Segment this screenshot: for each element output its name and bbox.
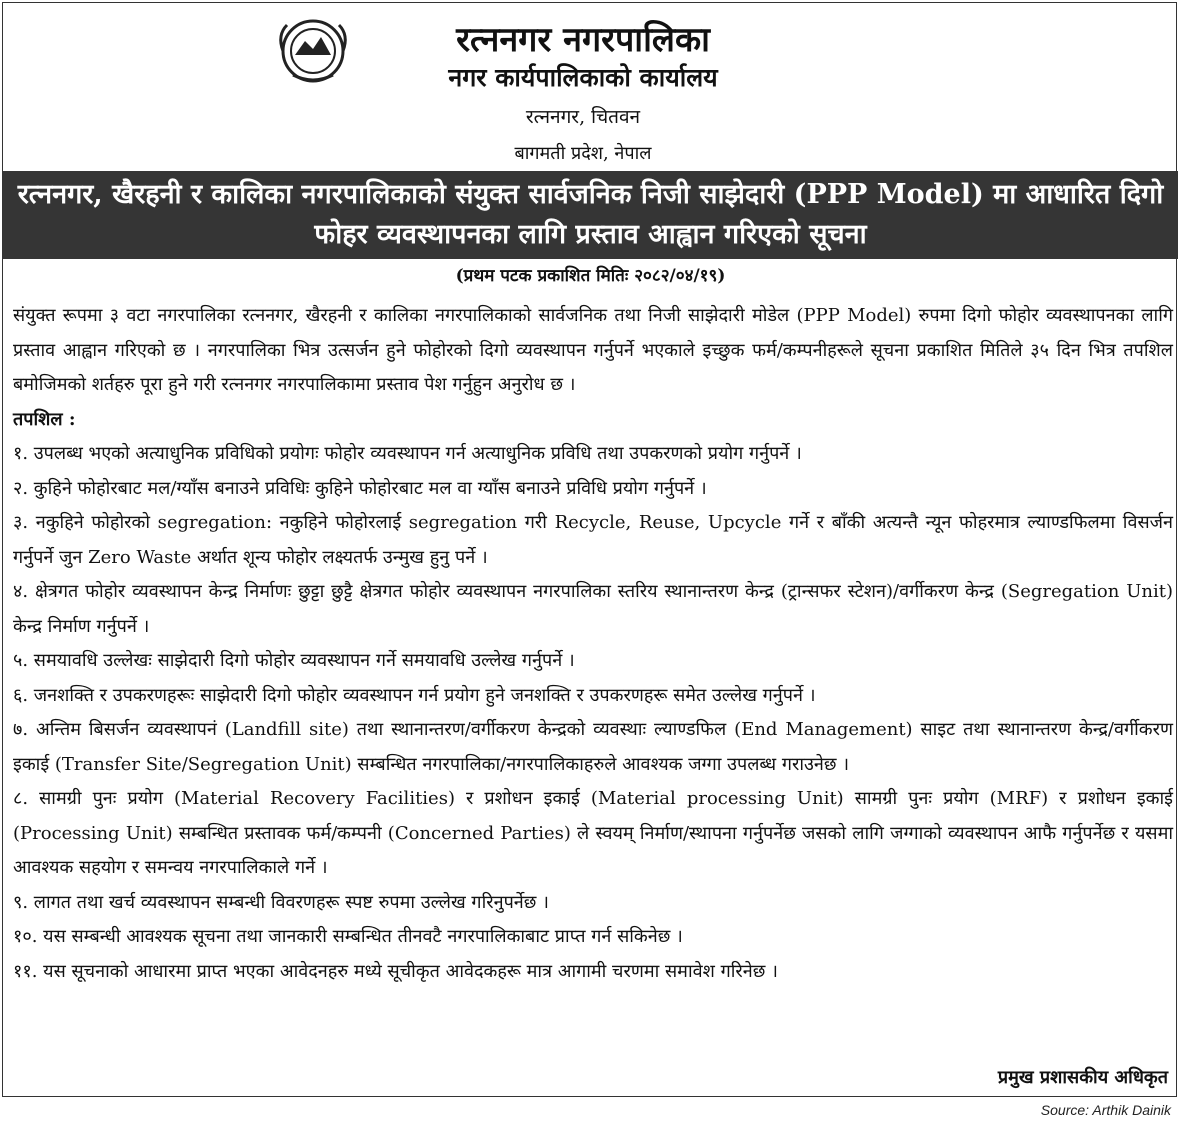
list-item: ११. यस सूचनाको आधारमा प्राप्त भएका आवेदनहरु मध्ये सूचीकृत आवेदकहरू मात्र आगामी चरणमा समावेश गरिनेछ । bbox=[13, 960, 778, 982]
notice-body bbox=[13, 299, 1173, 989]
list-item: ३. नकुहिने फोहोरको segregation: नकुहिने फोहोरलाई segregation गरी Recycle, Reuse, Upcycle गर्ने र बाँकी अत्यन्तै न्यून फोहरमात्र ल्याण्डफिलमा विसर्जन गर्नुपर्ने जुन Zero Waste अर्थात शून्य फोहोर लक्ष्यतर्फ उन्मुख हुनु पर्ने । bbox=[13, 512, 1173, 568]
office-location: रत्ननगर, चितवन bbox=[525, 106, 641, 128]
list-item: ७. अन्तिम बिसर्जन व्यवस्थापनं (Landfill site) तथा स्थानान्तरण/वर्गीकरण केन्द्रको व्यवस्थाः ल्याण्डफिल (End Management) साइट तथा स्थानान्तरण केन्द्र/वर्गीकरण इकाई (Transfer Site/Segregation Unit) सम्बन्धित नगरपालिका/नगरपालिकाहरुले आवश्यक जग्गा उपलब्ध गराउनेछ । bbox=[13, 719, 1173, 775]
list-item: ५. समयावधि उल्लेखः साझेदारी दिगो फोहोर व्यवस्थापन गर्ने समयावधि उल्लेख गर्नुपर्ने । bbox=[13, 650, 575, 671]
nepal-emblem-icon bbox=[273, 15, 353, 87]
notice-title: रत्ननगर, खैरहनी र कालिका नगरपालिकाको संयुक्त सार्वजनिक निजी साझेदारी (PPP Model) मा आधारित दिगो फोहर व्यवस्थापनका लागि प्रस्ताव आह्वान गरिएको सूचना bbox=[3, 171, 1178, 259]
office-province: बागमती प्रदेश, नेपाल bbox=[514, 143, 652, 164]
list-item: १. उपलब्ध भएको अत्याधुनिक प्रविधिको प्रयोगः फोहोर व्यवस्थापन गर्न अत्याधुनिक प्रविधि तथा उपकरणको प्रयोग गर्नुपर्ने । bbox=[13, 443, 802, 464]
list-item: ६. जनशक्ति र उपकरणहरूः साझेदारी दिगो फोहोर व्यवस्थापन गर्न प्रयोग हुने जनशक्ति र उपकरणहरू समेत उल्लेख गर्नुपर्ने । bbox=[13, 684, 816, 706]
signature: प्रमुख प्रशासकीय अधिकृत bbox=[997, 1067, 1168, 1088]
list-item: ४. क्षेत्रगत फोहोर व्यवस्थापन केन्द्र निर्माणः छुट्टा छुट्टै क्षेत्रगत फोहोर व्यवस्थापन नगरपालिका स्तरिय स्थानान्तरण केन्द्र (ट्रान्सफर स्टेशन)/वर्गीकरण केन्द्र (Segregation Unit) केन्द्र निर्माण गर्नुपर्ने । bbox=[13, 581, 1173, 637]
notice-header bbox=[3, 3, 1178, 169]
intro-paragraph: संयुक्त रूपमा ३ वटा नगरपालिका रत्ननगर, खैरहनी र कालिका नगरपालिकाको सार्वजनिक तथा निजी साझेदारी मोडेल (PPP Model) रुपमा दिगो फोहोर व्यवस्थापनका लागि प्रस्ताव आह्वान गरिएको छ । नगरपालिका भित्र उत्सर्जन हुने फोहोरको दिगो व्यवस्थापन गर्नुपर्ने भएकाले इच्छुक फर्म/कम्पनीहरूले सूचना प्रकाशित मितिले ३५ दिन भित्र तपशिल बमोजिमको शर्तहरु पूरा हुने गरी रत्ननगर नगरपालिकामा प्रस्ताव पेश गर्नुहुन अनुरोध छ । bbox=[13, 305, 1173, 395]
list-item: २. कुहिने फोहोरबाट मल/ग्याँस बनाउने प्रविधिः कुहिने फोहोरबाट मल वा ग्याँस बनाउने प्रविधि प्रयोग गर्नुपर्ने । bbox=[13, 477, 707, 499]
office-name: नगर कार्यपालिकाको कार्यालय bbox=[448, 63, 718, 92]
list-item: १०. यस सम्बन्धी आवश्यक सूचना तथा जानकारी सम्बन्धित तीनवटै नगरपालिकाबाट प्राप्त गर्न सकिनेछ । bbox=[13, 926, 683, 947]
notice-frame bbox=[2, 2, 1177, 1097]
conditions-list bbox=[13, 437, 1173, 989]
list-item: ९. लागत तथा खर्च व्यवस्थापन सम्बन्धी विवरणहरू स्पष्ट रुपमा उल्लेख गरिनुपर्नेछ । bbox=[13, 891, 549, 913]
published-date: (प्रथम पटक प्रकाशित मितिः २०८२/०४/१९) bbox=[455, 266, 726, 286]
source-credit: Source: Arthik Dainik bbox=[1040, 1102, 1171, 1118]
tapashil-label: तपशिल : bbox=[13, 408, 76, 430]
list-item: ८. सामग्री पुनः प्रयोग (Material Recovery Facilities) र प्रशोधन इकाई (Material processing Unit) सामग्री पुनः प्रयोग (MRF) र प्रशोधन इकाई (Processing Unit) सम्बन्धित प्रस्तावक फर्म/कम्पनी (Concerned Parties) ले स्वयम् निर्माण/स्थापना गर्नुपर्नेछ जसको लागि जग्गाको व्यवस्थापन आफै गर्नुपर्नेछ र यसमा आवश्यक सहयोग र समन्वय नगरपालिकाले गर्ने । bbox=[13, 788, 1173, 878]
org-name: रत्ननगर नगरपालिका bbox=[456, 20, 710, 60]
